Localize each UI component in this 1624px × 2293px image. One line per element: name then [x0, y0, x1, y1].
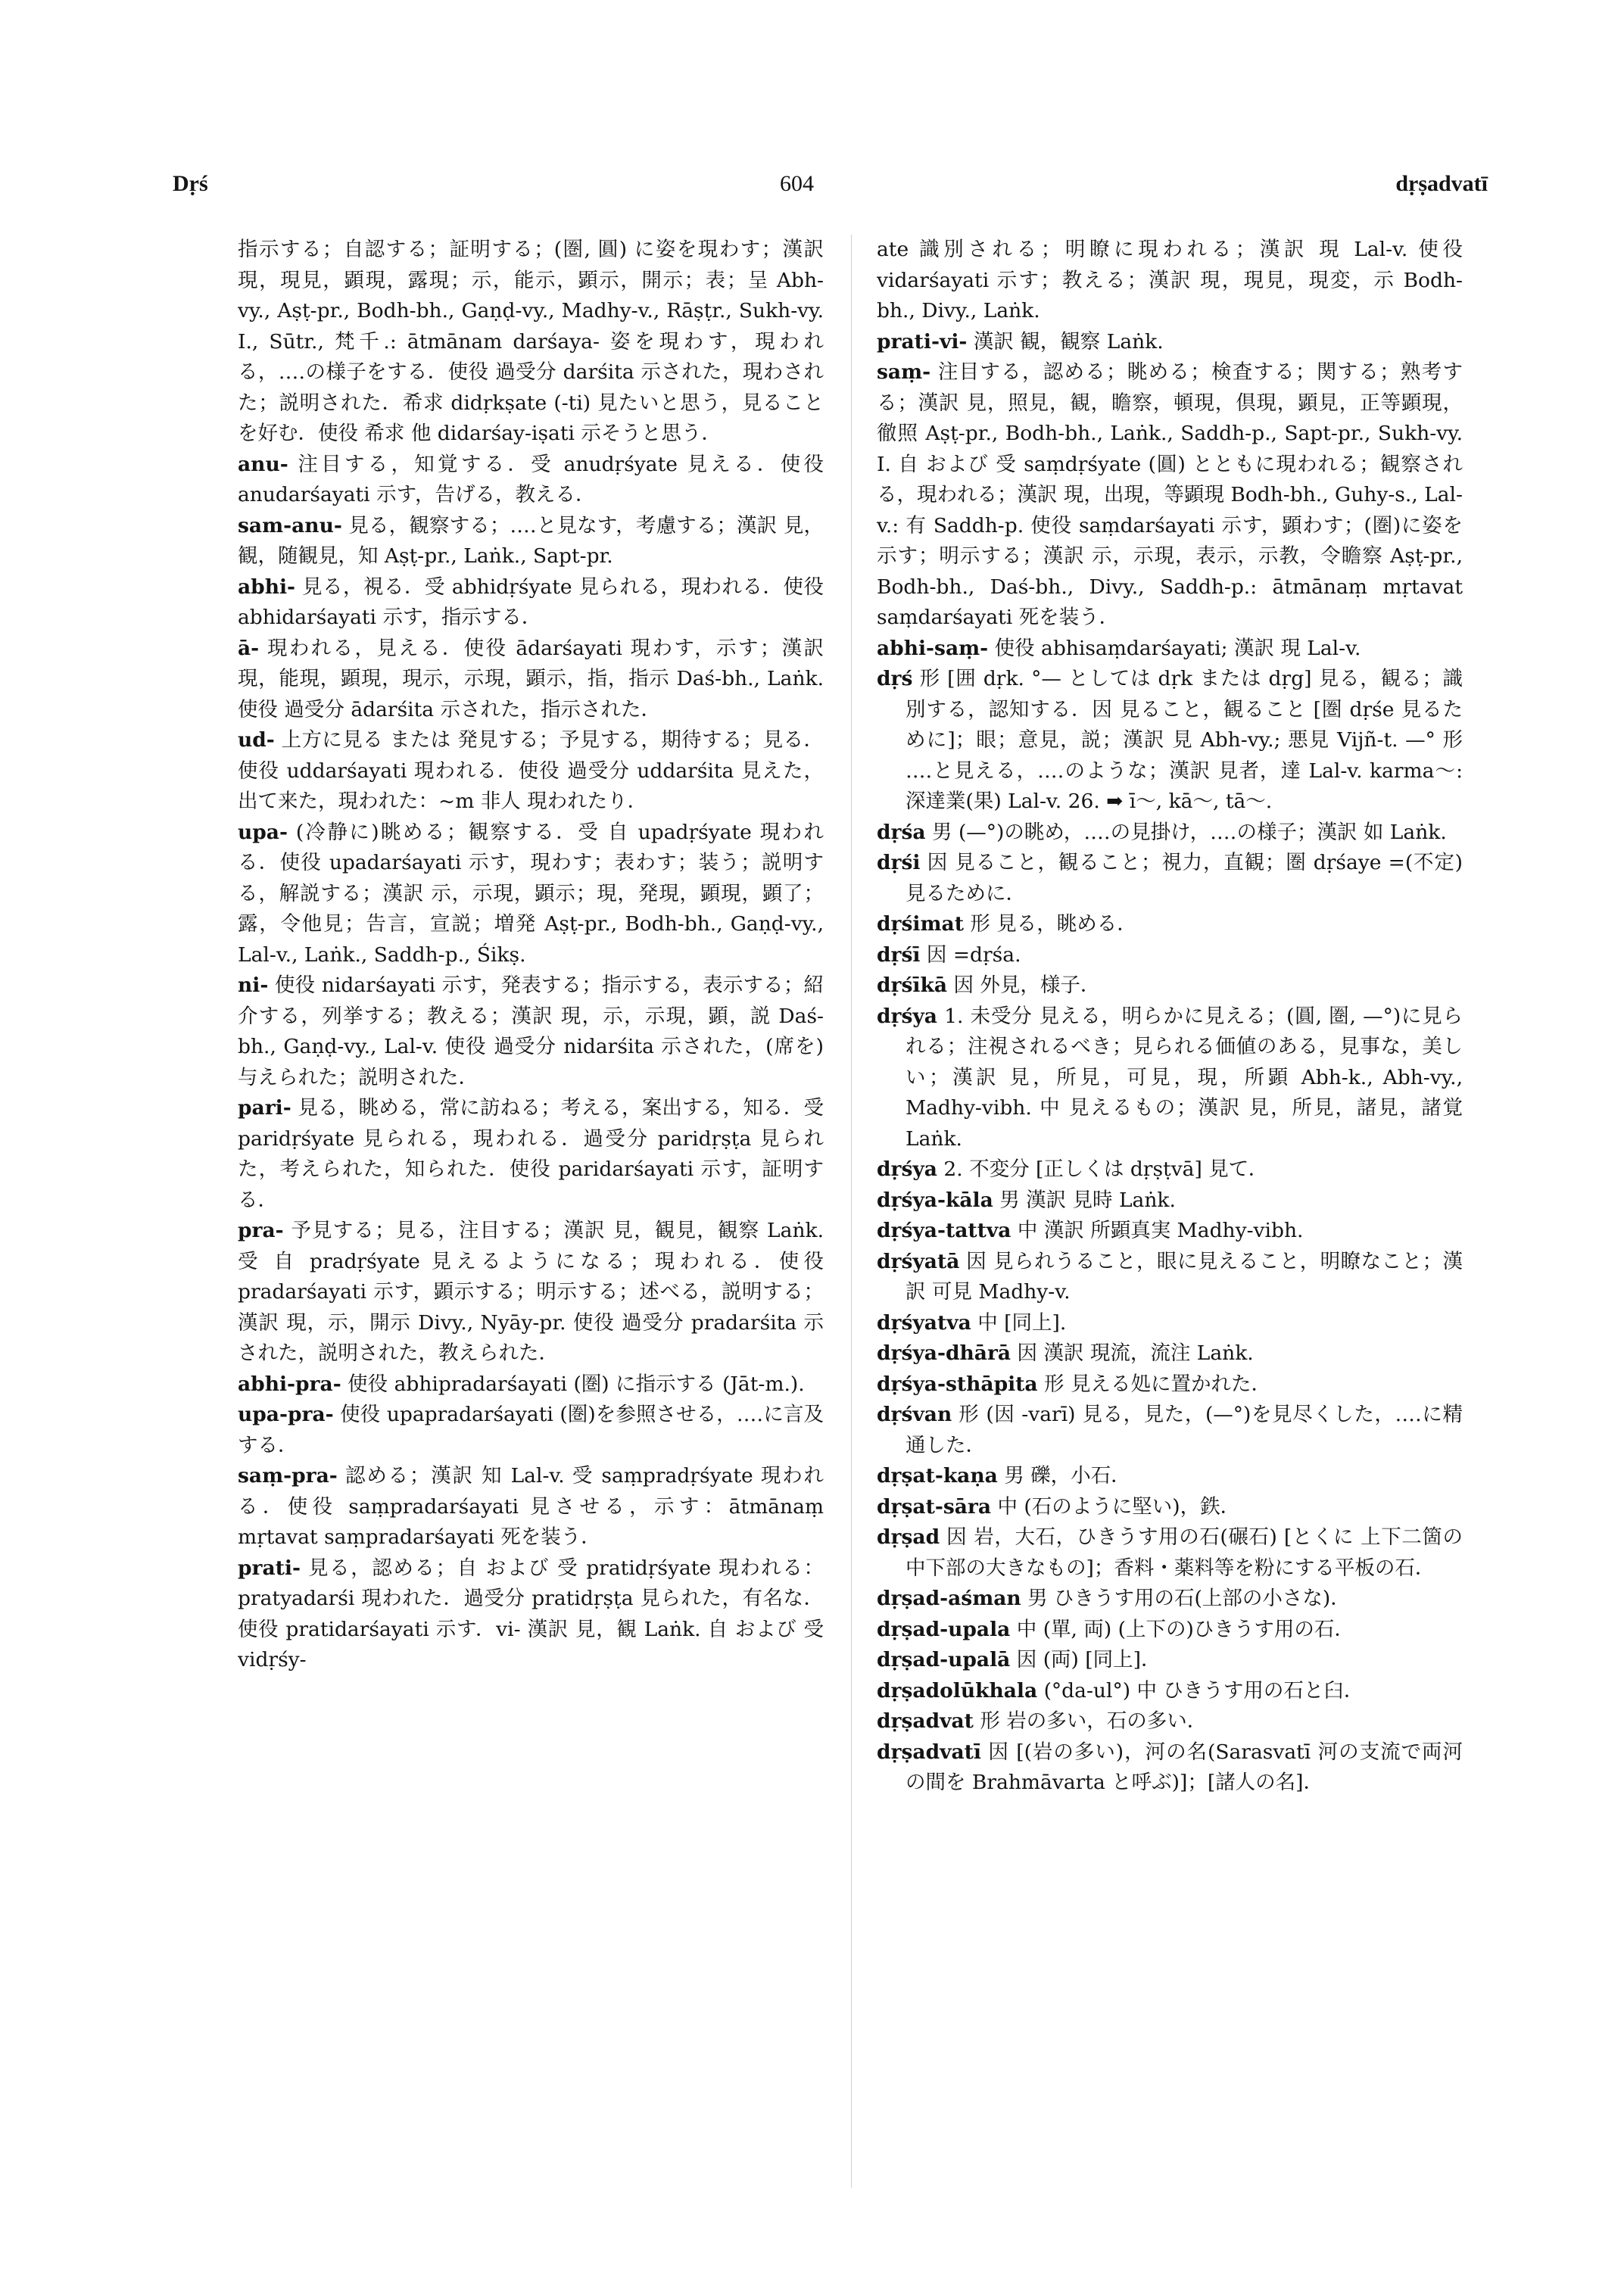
definition: 因 [(岩の多い)，河の名(Sarasvatī 河の支流で両河の間を Brahmāvarta と呼ぶ)]；[諸人の名]． [906, 1740, 1463, 1794]
column-divider [851, 235, 852, 2188]
dictionary-entry [877, 1676, 1463, 1707]
header-right-guide-word: dṛṣadvatī [1395, 171, 1488, 196]
definition: 男 ひきうす用の石(上部の小さな)． [1027, 1587, 1351, 1610]
dictionary-entry [238, 511, 824, 572]
dictionary-entry [877, 1308, 1463, 1339]
headword: pari- [238, 1096, 291, 1120]
dictionary-entry [877, 664, 1463, 818]
dictionary-entry [238, 970, 824, 1093]
dictionary-entry [238, 1400, 824, 1461]
dictionary-entry [877, 1338, 1463, 1369]
left-column [238, 235, 824, 2203]
headword: dṛṣat-kaṇa [877, 1464, 998, 1488]
definition: 因 外見，様子． [953, 974, 1101, 997]
headword: dṛśya-sthāpita [877, 1372, 1038, 1396]
headword: upa- [238, 820, 288, 844]
definition: 因 見られうること，眼に見えること，明瞭なこと；漢訳 可見 Madhy-v. [906, 1249, 1463, 1304]
headword: ni- [238, 974, 269, 997]
definition: 形 岩の多い，石の多い． [980, 1709, 1208, 1733]
definition: 注目する，認める；眺める；検査する；関する；熟考する；漢訳 見，照見，観，瞻察，頓現，倶現，顕見，正等顕現，徹照 Aṣṭ-pr., Bodh-bh., Laṅk., Saddh-p., Sapt-pr., Sukh-vy. I. 自 および 受 saṃdṛśyate (圓) とともに現われる；観察される，現われる；漢訳 現，出現，等顕現 Bodh-bh., Guhy-s., Lal-v.: 有 Saddh-p. 使役 saṃdarśayati 示す，顕わす；(圏)に姿を示す；明示する；漢訳 示，示現，表示，示教，令瞻察 Aṣṭ-pr., Bodh-bh., Daś-bh., Divy., Saddh-p.: ātmānaṃ mṛtavat saṃdarśayati 死を装う． [877, 360, 1463, 629]
dictionary-entry [877, 1737, 1463, 1799]
headword: saṃ- [877, 360, 931, 384]
dictionary-entry [877, 1002, 1463, 1155]
dictionary-entry [877, 818, 1463, 849]
dictionary-entry [238, 572, 824, 634]
definition: 注目する，知覚する．受 anudṛśyate 見える．使役 anudarśayati 示す，告げる，教える． [238, 452, 824, 506]
definition: 形 見える処に置かれた． [1044, 1372, 1271, 1396]
headword: ā- [238, 636, 260, 660]
definition: 中 漢訳 所顕真実 Madhy-vibh. [1017, 1219, 1304, 1242]
dictionary-entry [877, 327, 1463, 358]
definition: 男 漢訳 見時 Laṅk. [999, 1188, 1176, 1212]
headword: sam-anu- [238, 513, 342, 537]
headword: dṛśvan [877, 1403, 952, 1426]
dictionary-entry [877, 1645, 1463, 1676]
headword: dṛśa [877, 820, 926, 844]
definition: 1. 未受分 見える，明らかに見える；(圓, 圏, —°)に見られる；注視されるべき；見られる価値のある，見事な，美しい；漢訳 見，所見，可見，現，所顕 Abh-k., Abh-vy., Madhy-vibh. 中 見えるもの；漢訳 見，所見，諸見，諸覚 Laṅk. [906, 1004, 1463, 1151]
definition: 見る，観察する；‥‥と見なす，考慮する；漢訳 見，観，随観見，知 Aṣṭ-pr., Laṅk., Sapt-pr. [238, 513, 824, 568]
headword: dṛśyatva [877, 1310, 971, 1335]
dictionary-entry [877, 848, 1463, 909]
definition: 因 =dṛśa. [926, 942, 1021, 967]
headword: dṛṣadolūkhala [877, 1678, 1038, 1703]
dictionary-entry [238, 1093, 824, 1216]
definition: 因 岩，大石，ひきうす用の石(碾石) [とくに 上下二箇の中下部の大きなもの]；香料・薬料等を粉にする平板の石． [906, 1525, 1463, 1580]
definition: 中 [同上]. [977, 1310, 1067, 1335]
headword: prati- [238, 1556, 301, 1580]
dictionary-entry [238, 634, 824, 726]
headword: dṛśya [877, 1004, 937, 1028]
definition: 形 見る，眺める． [970, 912, 1137, 936]
dictionary-entry [877, 634, 1463, 665]
dictionary-entry [877, 1461, 1463, 1492]
definition: 男 礫，小石． [1004, 1464, 1131, 1488]
headword: prati-vi- [877, 329, 968, 354]
headword: upa-pra- [238, 1403, 334, 1426]
dictionary-entry [238, 1461, 824, 1553]
definition: 現われる，見える．使役 ādarśayati 現わす，示す；漢訳 現，能現，顕現，現示，示現，顕示，指，指示 Daś-bh., Laṅk. 使役 過受分 ādarśita 示された，指示された． [238, 636, 824, 721]
dictionary-entry [877, 1615, 1463, 1646]
definition: 認める；漢訳 知 Lal-v. 受 saṃpradṛśyate 現われる．使役 saṃpradarśayati 見させる，示す：ātmānaṃ mṛtavat saṃpradarśayati 死を装う． [238, 1464, 824, 1549]
headword: ud- [238, 728, 275, 752]
definition: 形 [囲 dṛk. °— としては dṛk または dṛg] 見る，観る；識別する，認知する．因 見ること，観ること [圏 dṛśe 見るために]；眼；意見，説；漢訳 見 Abh-vy.; 悪見 Vijñ-t. —° 形 ‥‥と見える，‥‥のような；漢訳 見者，達 Lal-v. karma～: 深達業(果) Lal-v. 26. ➡ ī～, kā～, tā～. [906, 667, 1463, 813]
headword: dṛṣad-upala [877, 1617, 1011, 1641]
headword: abhi-pra- [238, 1372, 341, 1396]
definition: 使役 abhipradarśayati (圏) に指示する (Jāt-m.). [348, 1372, 805, 1396]
right-column [877, 235, 1463, 2203]
definition: 見る，視る．受 abhidṛśyate 見られる，現われる．使役 abhidarśayati 示す，指示する． [238, 575, 824, 629]
headword: dṛṣat-sāra [877, 1494, 992, 1519]
dictionary-entry [877, 357, 1463, 634]
dictionary-entry [238, 818, 824, 971]
dictionary-entry [877, 1247, 1463, 1308]
definition: 中 (單, 両) (上下の)ひきうす用の石． [1016, 1617, 1354, 1641]
definition: (冷静に)眺める；観察する．受 自 upadṛśyate 現われる．使役 upadarśayati 示す，現わす；表わす；装う；説明する，解説する；漢訳 示，示現，顕示；現，発現，顕現，顕了；露，令他見；告言，宣説；増発 Aṣṭ-pr., Bodh-bh., Gaṇḍ-vy., Lal-v., Laṅk., Saddh-p., Śikṣ. [238, 820, 824, 967]
headword: dṛṣadvat [877, 1709, 974, 1733]
definition: 2. 不変分 [正しくは dṛṣṭvā] 見て． [943, 1157, 1269, 1181]
dictionary-entry [877, 1706, 1463, 1737]
headword: dṛṣad-upalā [877, 1648, 1011, 1671]
dictionary-entry [877, 909, 1463, 940]
dictionary-entry [877, 1522, 1463, 1584]
headword: dṛśya [877, 1157, 937, 1181]
definition: 上方に見る または 発見する；予見する，期待する；見る．使役 uddarśayati 現われる．使役 過受分 uddarśita 見えた，出て来た，現われた：~m 非人 現われたり． [238, 728, 824, 813]
definition: 使役 upapradarśayati (圏)を参照させる，‥‥に言及する． [238, 1403, 824, 1457]
definition: 因 漢訳 現流，流注 Laṅk. [1017, 1341, 1254, 1365]
definition: 因 見ること，観ること；視力，直観；圏 dṛśaye =(不定)見るために． [906, 851, 1463, 905]
headword: dṛśya-kāla [877, 1188, 993, 1212]
headword: saṃ-pra- [238, 1464, 338, 1488]
headword: dṛṣad [877, 1525, 940, 1549]
definition: 見る，眺める，常に訪ねる；考える，案出する，知る．受 paridṛśyate 見られる，現われる．過受分 paridṛṣṭa 見られた，考えられた，知られた．使役 paridarśayati 示す，証明する． [238, 1096, 824, 1212]
definition: 漢訳 観，観察 Laṅk. [973, 329, 1164, 354]
headword: dṛśi [877, 851, 921, 874]
dictionary-entry: ate 識別される；明瞭に現われる；漢訳 現 Lal-v. 使役 vidarśayati 示す；教える；漢訳 現，現見，現変，示 Bodh-bh., Divy., Laṅk. [877, 238, 1463, 322]
definition: 使役 nidarśayati 示す，発表する；指示する，表示する；紹介する，列挙する；教える；漢訳 現，示，示現，顕，説 Daś-bh., Gaṇḍ-vy., Lal-v. 使役 過受分 nidarśita 示された，(席を)与えられた；説明された． [238, 974, 824, 1089]
headword: dṛśimat [877, 912, 964, 936]
definition: 予見する；見る，注目する；漢訳 見，観見，観察 Laṅk. 受 自 pradṛśyate 見えるようになる；現われる．使役 pradarśayati 示す，顕示する；明示する；述べる，説明する；漢訳 現，示，開示 Divy., Nyāy-pr. 使役 過受分 pradarśita 示された，説明された，教えられた． [238, 1219, 824, 1365]
headword: abhi-saṃ- [877, 636, 989, 660]
headword: dṛṣadvatī [877, 1740, 981, 1764]
headword: dṛś [877, 667, 913, 690]
dictionary-entry [877, 1584, 1463, 1615]
dictionary-entry [877, 1400, 1463, 1461]
headword: dṛśyatā [877, 1249, 960, 1273]
dictionary-entry [238, 1216, 824, 1369]
header-left-guide-word: Dṛś [173, 171, 208, 196]
headword: dṛśī [877, 942, 921, 967]
dictionary-entry [877, 970, 1463, 1002]
headword: dṛśīkā [877, 974, 948, 997]
definition: 男 (—°)の眺め，‥‥の見掛け，‥‥の様子；漢訳 如 Laṅk. [932, 820, 1447, 844]
running-head [0, 171, 1624, 201]
dictionary-entry [238, 450, 824, 511]
dictionary-entry [238, 1553, 824, 1676]
dictionary-entry [877, 1369, 1463, 1400]
dictionary-entry [238, 1369, 824, 1400]
headword: dṛśya-dhārā [877, 1341, 1011, 1365]
dictionary-entry [877, 1492, 1463, 1523]
dictionary-entry [877, 1185, 1463, 1217]
dictionary-entry [877, 940, 1463, 971]
definition: 因 (両) [同上]． [1016, 1648, 1161, 1671]
headword: pra- [238, 1219, 284, 1242]
definition: 形 (因 -varī) 見る，見た，(—°)を見尽くした，‥‥に精通した． [906, 1403, 1463, 1457]
dictionary-entry [238, 725, 824, 818]
headword: dṛśya-tattva [877, 1219, 1011, 1242]
dictionary-entry [877, 1216, 1463, 1247]
dictionary-entry: 指示する；自認する；証明する；(圏, 圓) に姿を現わす；漢訳 現，現見，顕現，露現；示，能示，顕示，開示；表；呈 Abh-vy., Aṣṭ-pr., Bodh-bh., Gaṇḍ-vy., Madhy-v., Rāṣṭr., Sukh-vy. I., Sūtr., 梵千.: ātmānam darśaya- 姿を現わす，現われる，‥‥の様子をする．使役 過受分 darśita 示された，現わされた；説明された．希求 didṛkṣate (-ti) 見たいと思う，見ることを好む．使役 希求 他 didarśay-iṣati 示そうと思う． [238, 238, 824, 445]
page-number: 604 [780, 171, 814, 196]
headword: abhi- [238, 575, 296, 599]
headword: dṛṣad-aśman [877, 1587, 1021, 1610]
definition: 中 (石のように堅い)，鉄． [997, 1494, 1241, 1519]
definition: (°da-ul°) 中 ひきうす用の石と臼． [1043, 1678, 1364, 1703]
dictionary-entry [877, 1154, 1463, 1185]
headword: anu- [238, 452, 288, 476]
definition: 見る，認める；自 および 受 pratidṛśyate 現われる：pratyadarśi 現われた．過受分 pratidṛṣṭa 見られた，有名な．使役 pratidarśayati 示す．vi- 漢訳 見，観 Laṅk. 自 および 受 vidṛśy- [238, 1556, 824, 1671]
definition: 使役 abhisaṃdarśayati; 漢訳 現 Lal-v. [994, 636, 1361, 660]
